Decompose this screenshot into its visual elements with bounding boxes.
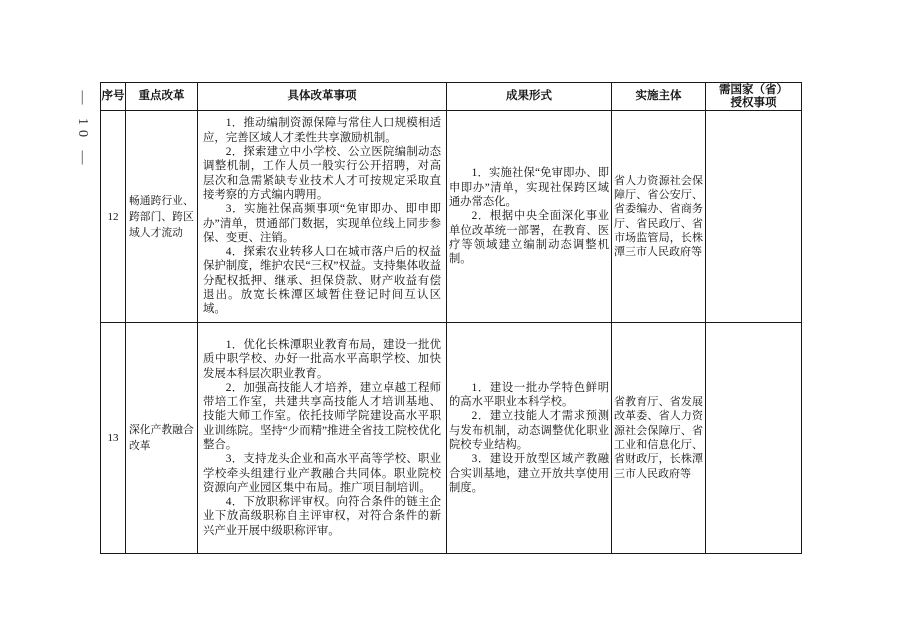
table-row xyxy=(101,111,802,323)
cell-serial: 12 xyxy=(101,111,126,323)
outcome-item: 3．建设开放型区域产教融合实训基地，建立开放共享使用制度。 xyxy=(449,453,609,494)
reform-item: 1．优化长株潭职业教育布局，建设一批优质中职学校、办好一批高水平高职学校、加快发展本科层次职业教育。 xyxy=(203,338,441,380)
cell-authorization xyxy=(706,111,802,323)
header-serial: 序号 xyxy=(101,83,126,111)
header-implementers: 实施主体 xyxy=(612,83,706,111)
cell-authorization xyxy=(706,323,802,554)
cell-reform-items xyxy=(198,323,447,554)
outcome-item: 2．根据中央全面深化事业单位改革统一部署，在教育、医疗等领域建立编制动态调整机制。 xyxy=(449,210,609,266)
page-number: — 10 — xyxy=(75,90,90,170)
reform-item: 2．探索建立中小学校、公立医院编制动态调整机制，工作人员一般实行公开招聘，对高层次和急需紧缺专业技术人才可按规定采取直接考察的方式编内聘用。 xyxy=(203,146,441,201)
header-authorization: 需国家（省） 授权事项 xyxy=(706,83,802,111)
header-reform-items: 具体改革事项 xyxy=(198,83,447,111)
reform-item: 4．下放职称评审权。向符合条件的链主企业下放高级职称自主评审权，对符合条件的新兴产业开展中级职称评审。 xyxy=(203,496,441,537)
cell-key-reform: 深化产教融合改革 xyxy=(126,323,198,554)
reform-table xyxy=(100,82,802,554)
reform-item: 2．加强高技能人才培养，建立卓越工程师带培工作室，共建共享高技能人才培训基地、技能大师工作室。依托技师学院建设高水平职业训练院。坚持“少而精”推进全省技工院校优化整合。 xyxy=(203,381,441,451)
reform-item: 4．探索农业转移人口在城市落户后的权益保护制度，维护农民“三权”权益。支持集体收益分配权抵押、继承、担保贷款、财产收益有偿退出。放宽长株潭区域暂住登记时间互认区域。 xyxy=(203,246,441,316)
cell-serial: 13 xyxy=(101,323,126,554)
cell-reform-items xyxy=(198,111,447,323)
cell-implementers: 省教育厅、省发展改革委、省人力资源社会保障厅、省工业和信息化厅、省财政厅，长株潭三市人民政府等 xyxy=(612,323,706,554)
cell-key-reform: 畅通跨行业、跨部门、跨区域人才流动 xyxy=(126,111,198,323)
cell-outcomes xyxy=(447,111,612,323)
reform-item: 3．支持龙头企业和高水平高等学校、职业学校牵头组建行业产教融合共同体。职业院校资源向产业园区集中布局。推广项目制培训。 xyxy=(203,453,441,494)
cell-outcomes xyxy=(447,323,612,554)
table-row xyxy=(101,323,802,554)
reform-item: 1．推动编制资源保障与常住人口规模相适应，完善区域人才柔性共享激励机制。 xyxy=(203,117,441,144)
outcome-item: 2．建立技能人才需求预测与发布机制，动态调整优化职业院校专业结构。 xyxy=(449,410,609,451)
table-header-row xyxy=(101,83,802,111)
table-body xyxy=(101,111,802,554)
reform-item: 3．实施社保高频事项“免审即办、即申即办”清单，贯通部门数据，实现单位线上同步参保、变更、注销。 xyxy=(203,203,441,244)
outcome-item: 1．实施社保“免审即办、即申即办”清单，实现社保跨区域通办常态化。 xyxy=(449,167,609,209)
cell-implementers: 省人力资源社会保障厅、省公安厅、省委编办、省商务厅、省民政厅、省市场监管局，长株潭三市人民政府等 xyxy=(612,111,706,323)
header-outcomes: 成果形式 xyxy=(447,83,612,111)
outcome-item: 1．建设一批办学特色鲜明的高水平职业本科学校。 xyxy=(449,381,609,409)
header-key-reform: 重点改革 xyxy=(126,83,198,111)
table-header xyxy=(101,83,802,111)
